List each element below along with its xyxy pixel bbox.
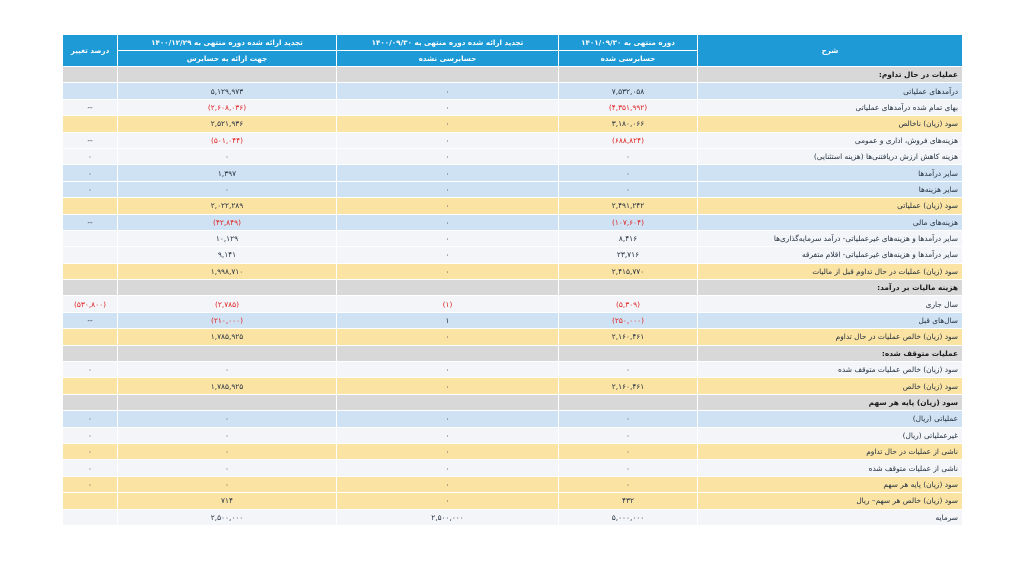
cell-period-1400-12: ۰: [118, 443, 337, 459]
cell-period-1401: ۷,۵۳۲,۰۵۸: [559, 83, 698, 99]
cell-period-1400-09: [337, 67, 559, 83]
cell-period-1400-12: ۱۰,۱۲۹: [118, 230, 337, 246]
cell-period-1400-12: [118, 280, 337, 296]
table-row: [63, 198, 963, 214]
cell-period-1401: (۱۰۷,۶۰۴): [559, 214, 698, 230]
cell-change-percent: [63, 509, 118, 525]
cell-change-percent: --: [63, 132, 118, 148]
cell-period-1400-12: ۰: [118, 148, 337, 164]
row-description: عملیات در حال تداوم:: [698, 67, 963, 83]
cell-change-percent: [63, 67, 118, 83]
cell-period-1400-09: ۰: [337, 132, 559, 148]
table-row: [63, 411, 963, 427]
cell-period-1400-09: ۰: [337, 247, 559, 263]
cell-change-percent: ۰: [63, 165, 118, 181]
cell-period-1401: ۰: [559, 476, 698, 492]
cell-period-1400-09: ۱: [337, 312, 559, 328]
cell-period-1400-12: ۲,۵۲۱,۹۳۶: [118, 116, 337, 132]
row-description: عملیات متوقف شده:: [698, 345, 963, 361]
table-row: [63, 214, 963, 230]
cell-period-1401: ۰: [559, 460, 698, 476]
row-description: ناشی از عملیات در حال تداوم: [698, 443, 963, 459]
cell-change-percent: [63, 345, 118, 361]
income-statement-table: [62, 34, 963, 526]
row-description: بهای تمام شده درآمدهای عملیاتی: [698, 99, 963, 115]
cell-period-1401: [559, 280, 698, 296]
cell-period-1401: [559, 394, 698, 410]
cell-period-1400-09: ۰: [337, 165, 559, 181]
cell-period-1401: ۲۳,۷۱۶: [559, 247, 698, 263]
table-row: [63, 329, 963, 345]
cell-period-1401: ۵,۰۰۰,۰۰۰: [559, 509, 698, 525]
table-row: [63, 132, 963, 148]
row-description: سال جاری: [698, 296, 963, 312]
cell-change-percent: ۰: [63, 362, 118, 378]
row-description: سرمایه: [698, 509, 963, 525]
table-row: [63, 83, 963, 99]
table-row: [63, 280, 963, 296]
cell-period-1401: (۲۵۰,۰۰۰): [559, 312, 698, 328]
cell-period-1401: ۰: [559, 427, 698, 443]
cell-period-1400-09: ۰: [337, 181, 559, 197]
cell-change-percent: [63, 116, 118, 132]
cell-period-1401: ۰: [559, 165, 698, 181]
header-period-1401: دوره منتهی به ۱۴۰۱/۰۹/۳۰: [559, 35, 698, 51]
cell-period-1400-12: ۰: [118, 181, 337, 197]
table-row: [63, 247, 963, 263]
cell-change-percent: (۵۳۰,۸۰۰): [63, 296, 118, 312]
row-description: سایر درآمدها: [698, 165, 963, 181]
cell-period-1401: [559, 345, 698, 361]
cell-period-1400-12: ۲,۰۲۲,۲۸۹: [118, 198, 337, 214]
row-description: درآمدهای عملیاتی: [698, 83, 963, 99]
cell-change-percent: [63, 329, 118, 345]
table-row: [63, 148, 963, 164]
cell-period-1400-09: ۰: [337, 230, 559, 246]
table-row: [63, 165, 963, 181]
table-row: [63, 116, 963, 132]
cell-change-percent: [63, 280, 118, 296]
cell-period-1401: ۰: [559, 411, 698, 427]
table-row: [63, 345, 963, 361]
header-for-auditor: جهت ارائه به حسابرس: [118, 51, 337, 67]
cell-period-1400-12: ۱,۷۸۵,۹۲۵: [118, 378, 337, 394]
cell-period-1400-09: ۰: [337, 214, 559, 230]
header-description: شرح: [698, 35, 963, 67]
cell-change-percent: ۰: [63, 427, 118, 443]
table-row: [63, 263, 963, 279]
table-row: [63, 493, 963, 509]
cell-period-1401: ۲,۴۱۵,۷۷۰: [559, 263, 698, 279]
header-audited: حسابرسی شده: [559, 51, 698, 67]
cell-period-1400-09: [337, 280, 559, 296]
cell-period-1400-09: ۰: [337, 411, 559, 427]
cell-change-percent: ۰: [63, 411, 118, 427]
cell-period-1400-12: ۰: [118, 427, 337, 443]
table-row: [63, 67, 963, 83]
table-row: [63, 181, 963, 197]
cell-period-1401: (۶۸۸,۸۲۴): [559, 132, 698, 148]
cell-period-1400-09: ۰: [337, 116, 559, 132]
cell-change-percent: [63, 247, 118, 263]
cell-change-percent: ۰: [63, 181, 118, 197]
cell-change-percent: [63, 378, 118, 394]
cell-period-1400-12: [118, 345, 337, 361]
table-row: [63, 99, 963, 115]
cell-period-1400-12: ۵,۱۲۹,۹۷۳: [118, 83, 337, 99]
row-description: هزینه مالیات بر درآمد:: [698, 280, 963, 296]
cell-period-1400-09: ۰: [337, 427, 559, 443]
row-description: سود (زیان) عملیات در حال تداوم قبل از مالیات: [698, 263, 963, 279]
cell-period-1400-12: (۲,۶۰۸,۰۳۶): [118, 99, 337, 115]
cell-period-1400-12: [118, 394, 337, 410]
cell-period-1400-09: ۰: [337, 99, 559, 115]
cell-period-1400-12: (۵۰۱,۰۴۴): [118, 132, 337, 148]
cell-period-1400-12: (۴۲,۸۴۹): [118, 214, 337, 230]
cell-period-1401: ۰: [559, 148, 698, 164]
cell-period-1400-12: [118, 67, 337, 83]
table-row: [63, 476, 963, 492]
row-description: هزینه‌های فروش، اداری و عمومی: [698, 132, 963, 148]
cell-period-1400-12: ۱,۳۹۷: [118, 165, 337, 181]
cell-period-1400-12: ۰: [118, 411, 337, 427]
row-description: سایر درآمدها و هزینه‌های غیرعملیاتی- درآمد سرمایه‌گذاری‌ها: [698, 230, 963, 246]
cell-period-1400-12: (۲,۷۸۵): [118, 296, 337, 312]
row-description: عملیاتی (ریال): [698, 411, 963, 427]
cell-change-percent: [63, 493, 118, 509]
cell-period-1400-09: ۰: [337, 329, 559, 345]
cell-period-1400-12: (۲۱۰,۰۰۰): [118, 312, 337, 328]
cell-period-1400-09: ۰: [337, 378, 559, 394]
cell-period-1401: ۰: [559, 362, 698, 378]
table-row: [63, 362, 963, 378]
cell-period-1400-12: ۰: [118, 362, 337, 378]
table-row: [63, 427, 963, 443]
cell-period-1401: ۴۳۲: [559, 493, 698, 509]
row-description: سود (زیان) عملیاتی: [698, 198, 963, 214]
header-period-1400-12: تجدید ارائه شده دوره منتهی به ۱۴۰۰/۱۲/۲۹: [118, 35, 337, 51]
cell-period-1400-09: ۰: [337, 263, 559, 279]
cell-period-1400-09: (۱): [337, 296, 559, 312]
cell-period-1400-12: ۱,۷۸۵,۹۲۵: [118, 329, 337, 345]
header-change-percent: درصد تغییر: [63, 35, 118, 67]
cell-period-1401: (۵,۳۰۹): [559, 296, 698, 312]
row-description: سود (زیان) خالص هر سهم– ریال: [698, 493, 963, 509]
cell-period-1401: ۲,۱۶۰,۴۶۱: [559, 378, 698, 394]
row-description: سود (زیان) خالص عملیات متوقف شده: [698, 362, 963, 378]
header-period-1400-09: تجدید ارائه شده دوره منتهی به ۱۴۰۰/۰۹/۳۰: [337, 35, 559, 51]
cell-change-percent: ۰: [63, 148, 118, 164]
cell-period-1400-09: [337, 394, 559, 410]
table-row: [63, 312, 963, 328]
table-row: [63, 509, 963, 525]
cell-period-1400-09: ۰: [337, 493, 559, 509]
table-row: [63, 230, 963, 246]
row-description: سود (زیان) خالص: [698, 378, 963, 394]
cell-period-1401: ۰: [559, 443, 698, 459]
row-description: هزینه‌های مالی: [698, 214, 963, 230]
cell-change-percent: --: [63, 214, 118, 230]
cell-change-percent: ۰: [63, 476, 118, 492]
cell-period-1401: ۸,۴۱۶: [559, 230, 698, 246]
cell-period-1400-12: ۰: [118, 460, 337, 476]
table-row: [63, 443, 963, 459]
cell-period-1400-09: ۲,۵۰۰,۰۰۰: [337, 509, 559, 525]
cell-period-1400-12: ۰: [118, 476, 337, 492]
row-description: هزینه کاهش ارزش دریافتنی‌ها (هزینه استثنایی): [698, 148, 963, 164]
table-body: [63, 67, 963, 526]
cell-change-percent: ۰: [63, 443, 118, 459]
cell-period-1400-09: ۰: [337, 198, 559, 214]
cell-change-percent: [63, 230, 118, 246]
cell-period-1401: ۲,۴۹۱,۲۴۲: [559, 198, 698, 214]
row-description: غیرعملیاتی (ریال): [698, 427, 963, 443]
row-description: سایر هزینه‌ها: [698, 181, 963, 197]
income-statement-panel: [62, 34, 962, 526]
cell-change-percent: --: [63, 312, 118, 328]
row-description: سال‌های قبل: [698, 312, 963, 328]
cell-period-1400-12: ۹,۱۴۱: [118, 247, 337, 263]
table-row: [63, 394, 963, 410]
cell-period-1400-12: ۲,۵۰۰,۰۰۰: [118, 509, 337, 525]
cell-period-1400-09: ۰: [337, 148, 559, 164]
row-description: ناشی از عملیات متوقف شده: [698, 460, 963, 476]
table-row: [63, 460, 963, 476]
cell-period-1401: ۲,۱۶۰,۴۶۱: [559, 329, 698, 345]
table-row: [63, 296, 963, 312]
cell-period-1400-09: ۰: [337, 476, 559, 492]
cell-period-1400-09: ۰: [337, 362, 559, 378]
cell-period-1400-12: ۷۱۴: [118, 493, 337, 509]
row-description: سود (زیان) خالص عملیات در حال تداوم: [698, 329, 963, 345]
cell-period-1401: [559, 67, 698, 83]
cell-change-percent: [63, 263, 118, 279]
cell-period-1401: ۳,۱۸۰,۰۶۶: [559, 116, 698, 132]
cell-period-1400-09: ۰: [337, 443, 559, 459]
cell-period-1400-09: ۰: [337, 460, 559, 476]
cell-change-percent: ۰: [63, 460, 118, 476]
row-description: سود (زیان) ناخالص: [698, 116, 963, 132]
cell-period-1401: ۰: [559, 181, 698, 197]
header-unaudited: حسابرسی نشده: [337, 51, 559, 67]
table-row: [63, 378, 963, 394]
cell-period-1400-09: ۰: [337, 83, 559, 99]
row-description: سایر درآمدها و هزینه‌های غیرعملیاتی- اقلام متفرقه: [698, 247, 963, 263]
cell-period-1400-09: [337, 345, 559, 361]
cell-change-percent: --: [63, 99, 118, 115]
row-description: سود (زیان) پایه هر سهم: [698, 476, 963, 492]
row-description: سود (زیان) پایه هر سهم: [698, 394, 963, 410]
cell-change-percent: [63, 394, 118, 410]
cell-period-1400-12: ۱,۹۹۸,۷۱۰: [118, 263, 337, 279]
cell-period-1401: (۴,۳۵۱,۹۹۲): [559, 99, 698, 115]
cell-change-percent: [63, 198, 118, 214]
table-header: [63, 35, 963, 67]
cell-change-percent: [63, 83, 118, 99]
